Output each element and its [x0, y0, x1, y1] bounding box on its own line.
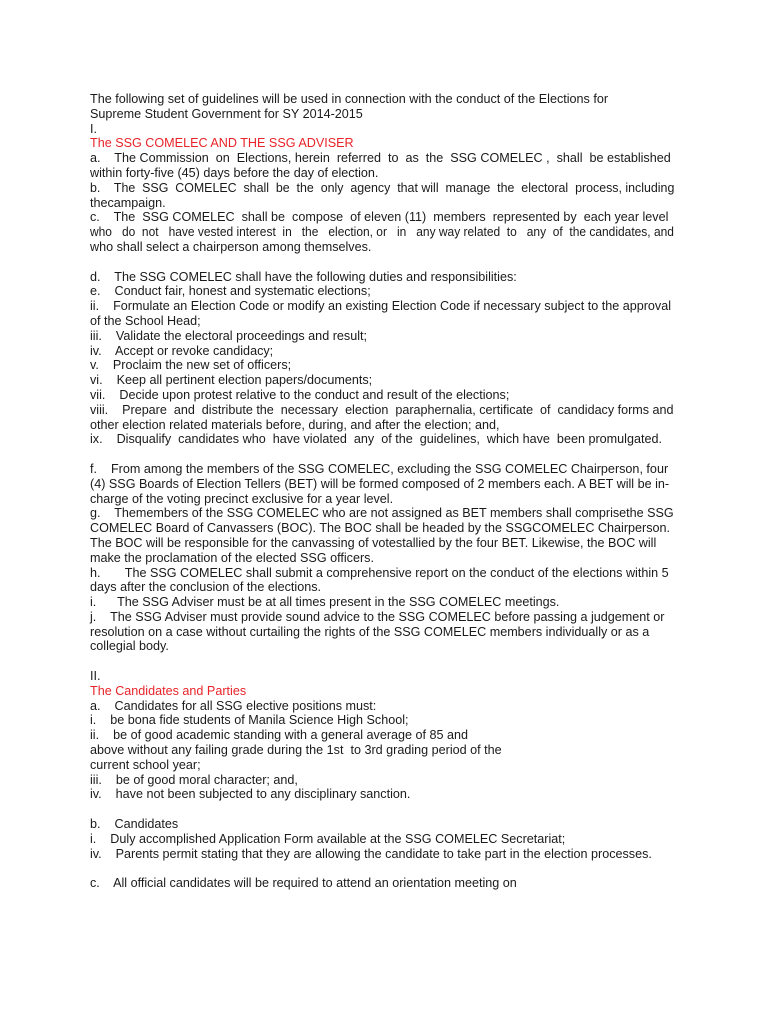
blank-line [90, 447, 674, 462]
list-item: e. Conduct fair, honest and systematic elections; [90, 284, 371, 299]
section-1-block-1 [90, 151, 674, 255]
paragraph-line: a. The Commission on Elections, herein referred to as the SSG COMELEC , shall be established [90, 151, 671, 166]
list-item: ii. be of good academic standing with a general average of 85 and [90, 728, 469, 743]
blank-line [90, 255, 674, 270]
paragraph-line: j. The SSG Adviser must provide sound advice to the SSG COMELEC before passing a judgement or [90, 609, 665, 624]
section-2-block-2 [90, 817, 674, 861]
paragraph-line: thecampaign. [90, 195, 166, 210]
section-2-block-1 [90, 699, 674, 803]
paragraph-line: collegial body. [90, 639, 169, 654]
intro-line-1: The following set of guidelines will be used in connection with the conduct of the Elections for [90, 92, 609, 106]
paragraph-line: h. The SSG COMELEC shall submit a comprehensive report on the conduct of the elections within 5 [90, 565, 669, 580]
blank-line [90, 654, 674, 669]
list-item: iv. have not been subjected to any disciplinary sanction. [90, 787, 411, 802]
list-item: iv. Parents permit stating that they are allowing the candidate to take part in the election processes. [90, 846, 652, 861]
list-item: v. Proclaim the new set of officers; [90, 358, 292, 373]
paragraph-line: c. The SSG COMELEC shall be compose of eleven (11) members represented by each year level [90, 210, 669, 225]
list-item: iii. be of good moral character; and, [90, 772, 298, 787]
paragraph-line: The BOC will be responsible for the canvassing of votestallied by the four BET. Likewise, the BOC will [90, 535, 657, 550]
blank-line [90, 861, 674, 876]
list-item: c. All official candidates will be required to attend an orientation meeting on [90, 876, 517, 891]
section-heading-1: The SSG COMELEC AND THE SSG ADVISER [90, 136, 354, 151]
section-1-block-2 [90, 270, 674, 448]
list-item: other election related materials before, during, and after the election; and, [90, 417, 500, 432]
list-item: vii. Decide upon protest relative to the conduct and result of the elections; [90, 387, 510, 402]
paragraph-line: g. Themembers of the SSG COMELEC who are not assigned as BET members shall comprisethe SSG [90, 506, 674, 521]
list-item: vi. Keep all pertinent election papers/documents; [90, 373, 373, 388]
list-item: ii. Formulate an Election Code or modify an existing Election Code if necessary subject to the approval [90, 299, 672, 314]
list-item: of the School Head; [90, 313, 201, 328]
document-page [90, 92, 674, 891]
paragraph-line: make the proclamation of the elected SSG officers. [90, 550, 374, 565]
paragraph-line: i. The SSG Adviser must be at all times present in the SSG COMELEC meetings. [90, 595, 560, 610]
paragraph-line: who shall select a chairperson among themselves. [90, 239, 372, 254]
list-item: viii. Prepare and distribute the necessary election paraphernalia, certificate of candidacy forms and [90, 402, 674, 417]
list-item: current school year; [90, 757, 201, 772]
paragraph-line: charge of the voting precinct exclusive for a year level. [90, 491, 394, 506]
paragraph-line: who do not have vested interest in the election, or in any way related to any of the candidates, and [90, 225, 674, 240]
paragraph-line: b. The SSG COMELEC shall be the only agency that will manage the electoral process, including [90, 180, 675, 195]
list-item: iv. Accept or revoke candidacy; [90, 343, 274, 358]
list-item: i. Duly accomplished Application Form available at the SSG COMELEC Secretariat; [90, 831, 566, 846]
list-item: b. Candidates [90, 817, 179, 832]
section-2-block-3 [90, 876, 674, 891]
section-numeral-1: I. [90, 121, 97, 136]
section-1-block-3 [90, 462, 674, 654]
paragraph-line: resolution on a case without curtailing the rights of the SSG COMELEC members individually or as a [90, 624, 650, 639]
paragraph-line: (4) SSG Boards of Election Tellers (BET) will be formed composed of 2 members each. A BET will be in- [90, 476, 670, 491]
section-numeral-2: II. [90, 669, 101, 684]
list-item: i. be bona fide students of Manila Science High School; [90, 713, 409, 728]
list-item: ix. Disqualify candidates who have violated any of the guidelines, which have been promulgated. [90, 432, 662, 447]
blank-line [90, 802, 674, 817]
list-item: a. Candidates for all SSG elective positions must: [90, 698, 377, 713]
list-item: iii. Validate the electoral proceedings and result; [90, 328, 367, 343]
paragraph-line: f. From among the members of the SSG COMELEC, excluding the SSG COMELEC Chairperson, four [90, 461, 669, 476]
list-item: above without any failing grade during the 1st to 3rd grading period of the [90, 743, 502, 758]
paragraph-line: COMELEC Board of Canvassers (BOC). The BOC shall be headed by the SSGCOMELEC Chairperson. [90, 521, 671, 536]
section-heading-2: The Candidates and Parties [90, 683, 247, 698]
paragraph-line: days after the conclusion of the elections. [90, 580, 322, 595]
paragraph-line: within forty-five (45) days before the day of election. [90, 165, 379, 180]
list-item: d. The SSG COMELEC shall have the following duties and responsibilities: [90, 269, 517, 284]
intro-line-2: Supreme Student Government for SY 2014-2015 [90, 106, 363, 121]
